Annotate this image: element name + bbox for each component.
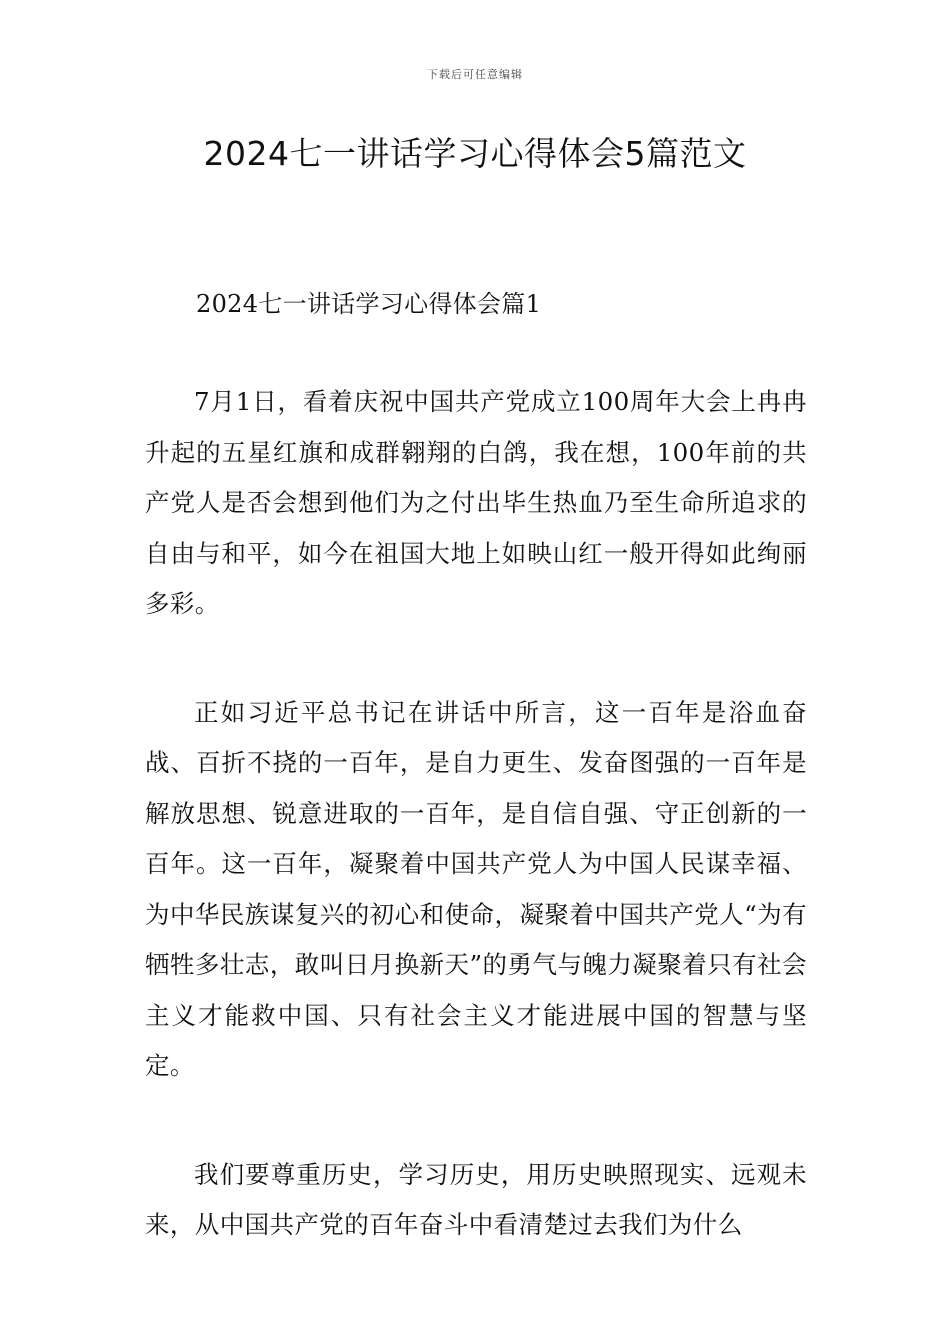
paragraph-3: 我们要尊重历史，学习历史，用历史映照现实、远观未来，从中国共产党的百年奋斗中看清楚过去我们为什么 (145, 1159, 807, 1239)
document-title: 2024七一讲话学习心得体会5篇范文 (203, 134, 747, 173)
header-note: 下载后可任意编辑 (427, 68, 523, 81)
paragraph-2: 正如习近平总书记在讲话中所言，这一百年是浴血奋战、百折不挠的一百年，是自力更生、发奋图强的一百年是解放思想、锐意进取的一百年，是自信自强、守正创新的一百年。这一百年，凝聚着中国共产党人为中国人民谋幸福、为中华民族谋复兴的初心和使命，凝聚着中国共产党人“为有牺牲多壮志，敢叫日月换新天”的勇气与魄力凝聚着只有社会主义才能救中国、只有社会主义才能进展中国的智慧与坚定。 (145, 697, 807, 1080)
section-heading: 2024七一讲话学习心得体会篇1 (196, 290, 542, 318)
document-body (145, 377, 807, 1309)
paragraph-1: 7月1日，看着庆祝中国共产党成立100周年大会上冉冉升起的五星红旗和成群翱翔的白鸽，我在想，100年前的共产党人是否会想到他们为之付出毕生热血乃至生命所追求的自由与和平，如今在祖国大地上如映山红一般开得如此绚丽多彩。 (145, 387, 807, 618)
